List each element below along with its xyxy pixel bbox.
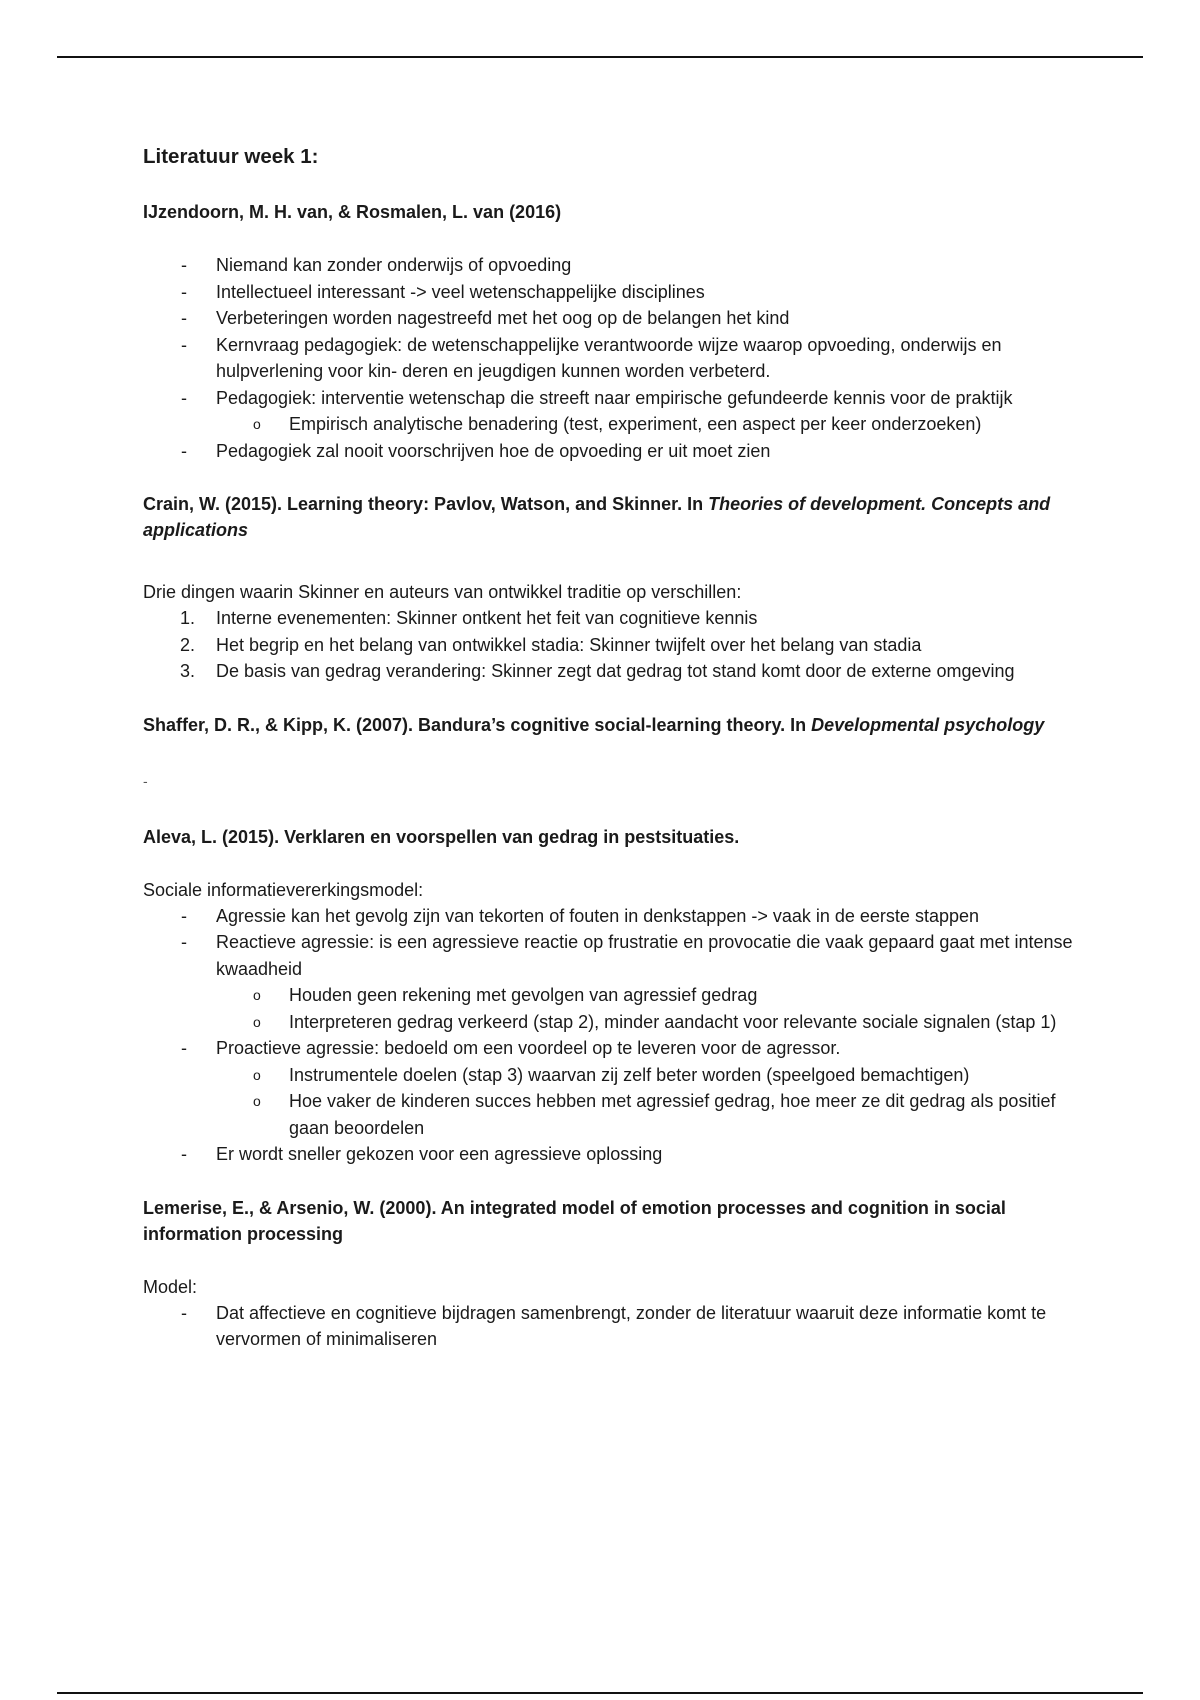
page-bottom-rule [57,1692,1143,1694]
list-item: - Pedagogiek zal nooit voorschrijven hoe de opvoeding er uit moet zien [181,440,771,461]
list-item: 2. Het begrip en het belang van ontwikkel stadia: Skinner twijfelt over het belang van stadia [180,634,922,655]
sub-list [143,1062,1083,1142]
reference-shaffer: Shaffer, D. R., & Kipp, K. (2007). Bandura’s cognitive social-learning theory. In Developmental psychology [143,714,1045,735]
list-item: - Dat affectieve en cognitieve bijdragen samenbrengt, zonder de literatuur waaruit deze informatie komt te vervormen of minimaliseren [181,1302,1047,1349]
document-body [143,142,1083,1353]
notes-list-aleva [143,903,1083,1168]
aleva-intro: Sociale informatievererkingsmodel: [143,879,424,900]
page-top-rule [57,56,1143,58]
list-item: - Niemand kan zonder onderwijs of opvoeding [181,255,572,275]
sub-list-item: o Interpreteren gedrag verkeerd (stap 2), minder aandacht voor relevante sociale signalen (stap 1) [253,1011,1057,1032]
reference-ijzendoorn: IJzendoorn, M. H. van, & Rosmalen, L. van (2016) [143,202,562,222]
sub-list-item: o Empirisch analytische benadering (test, experiment, een aspect per keer onderzoeken) [253,414,982,434]
reference-crain: Crain, W. (2015). Learning theory: Pavlov, Watson, and Skinner. In Theories of development. Concepts and applications [143,494,1051,540]
sub-list [143,982,1083,1035]
notes-list-ijzendoorn [143,252,1083,464]
empty-bullet: - [143,772,148,789]
list-item: - Verbeteringen worden nagestreefd met het oog op de belangen het kind [181,308,790,328]
reference-lemerise: Lemerise, E., & Arsenio, W. (2000). An integrated model of emotion processes and cognition in social information processing [143,1197,1006,1244]
list-item: 1. Interne evenementen: Skinner ontkent het feit van cognitieve kennis [180,608,758,628]
sub-list-item: o Houden geen rekening met gevolgen van agressief gedrag [253,985,758,1005]
list-item: - Reactieve agressie: is een agressieve reactie op frustratie en provocatie die vaak gepaard gaat met intense kwaadheid o Houden geen rekening met gevolgen van agressief gedrag o Interpreteren gedrag verkeerd (stap 2), minder aandacht voor relevante sociale signalen (stap 1) [143,929,1083,1035]
crain-intro: Drie dingen waarin Skinner en auteurs van ontwikkel traditie op verschillen: [143,582,742,602]
sub-list [143,411,1083,438]
lemerise-intro: Model: [143,1276,198,1297]
list-item: - Intellectueel interessant -> veel wetenschappelijke disciplines [181,281,705,302]
list-item: - Agressie kan het gevolg zijn van tekorten of fouten in denkstappen -> vaak in de eerste stappen [181,905,979,926]
sub-list-item: o Instrumentele doelen (stap 3) waarvan zij zelf beter worden (speelgoed bemachtigen) [253,1064,970,1085]
page-title: Literatuur week 1: [143,145,319,168]
sub-list-item: o Hoe vaker de kinderen succes hebben met agressief gedrag, hoe meer ze dit gedrag als positief gaan beoordelen [253,1091,1056,1138]
list-item: - Er wordt sneller gekozen voor een agressieve oplossing [181,1144,663,1164]
list-item: - Pedagogiek: interventie wetenschap die streeft naar empirische gefundeerde kennis voor de praktijk o Empirisch analytische benadering (test, experiment, een aspect per keer onderzoeken) [143,385,1083,438]
numbered-list-crain [143,605,1083,685]
list-item: - Proactieve agressie: bedoeld om een voordeel op te leveren voor de agressor. o Instrumentele doelen (stap 3) waarvan zij zelf beter worden (speelgoed bemachtigen) o Hoe vaker de kinderen succes hebben met agressief gedrag, hoe meer ze dit gedrag als positief gaan beoordelen [143,1035,1083,1141]
reference-aleva: Aleva, L. (2015). Verklaren en voorspellen van gedrag in pestsituaties. [143,826,740,847]
notes-list-lemerise [143,1300,1083,1353]
list-item: - Kernvraag pedagogiek: de wetenschappelijke verantwoorde wijze waarop opvoeding, onderwijs en hulpverlening voor kin- deren en jeugdigen kunnen worden verbeterd. [181,334,1002,381]
list-item: 3. De basis van gedrag verandering: Skinner zegt dat gedrag tot stand komt door de externe omgeving [180,661,1015,681]
